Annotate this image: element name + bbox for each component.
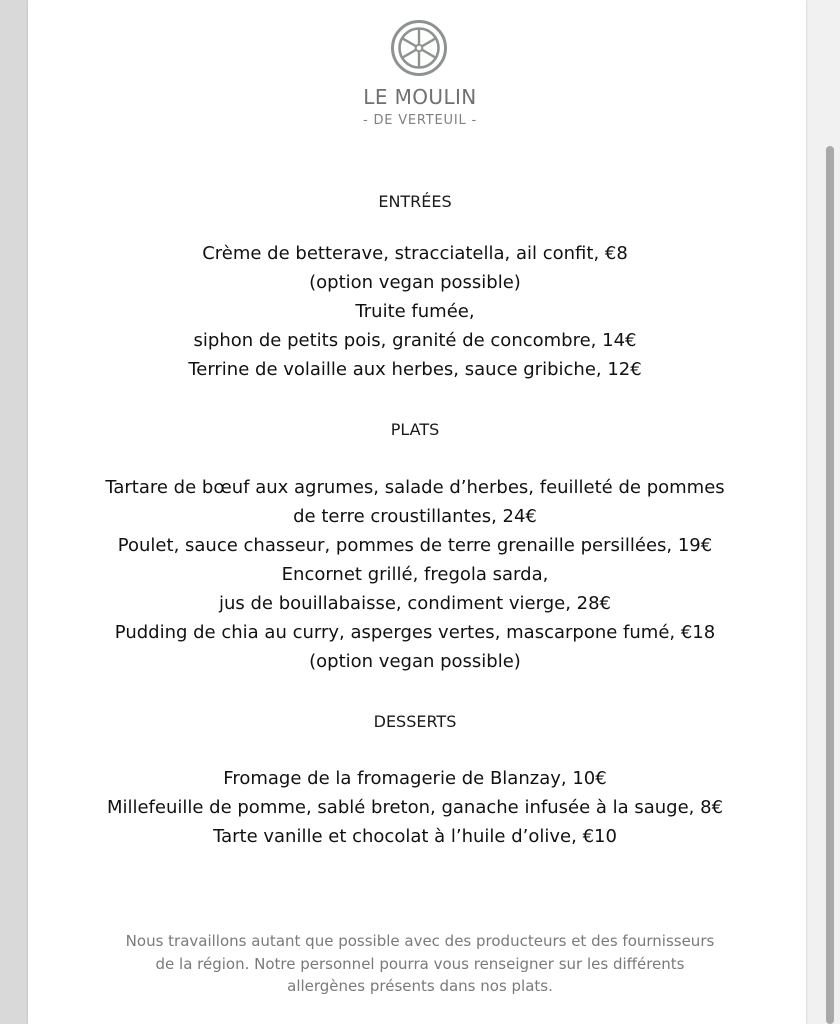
brand-name: LE MOULIN: [363, 85, 477, 109]
menu-line: de terre croustillantes, 24€: [293, 506, 537, 527]
menu-line: Fromage de la fromagerie de Blanzay, 10€: [223, 768, 607, 789]
menu-line: Poulet, sauce chasseur, pommes de terre grenaille persillées, 19€: [117, 535, 713, 556]
menu-line: Tarte vanille et chocolat à l’huile d’olive, €10: [213, 826, 617, 847]
menu-line: Terrine de volaille aux herbes, sauce gribiche, 12€: [188, 359, 642, 380]
menu-line: Crème de betterave, stracciatella, ail confit, €8: [202, 243, 628, 264]
brand-subtitle: - DE VERTEUIL -: [363, 113, 477, 128]
menu-line: jus de bouillabaisse, condiment vierge, 28€: [219, 593, 611, 614]
mill-wheel-icon: [390, 19, 448, 77]
section-title-desserts: DESSERTS: [373, 712, 457, 731]
menu-line: Truite fumée,: [355, 301, 475, 322]
menu-line: (option vegan possible): [309, 272, 521, 293]
menu-line: Tartare de bœuf aux agrumes, salade d’herbes, feuilleté de pommes: [105, 477, 725, 498]
footer-note: Nous travaillons autant que possible avec des producteurs et des fournisseurs de la région. Notre personnel pourra vous renseigner sur les différents allergènes présents dans nos plats.: [125, 932, 715, 995]
menu-line: (option vegan possible): [309, 651, 521, 672]
section-title-entrees: ENTRÉES: [378, 192, 452, 211]
menu-line: Pudding de chia au curry, asperges vertes, mascarpone fumé, €18: [114, 622, 716, 643]
menu-line: siphon de petits pois, granité de concombre, 14€: [193, 330, 637, 351]
menu-line: Encornet grillé, fregola sarda,: [281, 564, 549, 585]
menu-line: Millefeuille de pomme, sablé breton, ganache infusée à la sauge, 8€: [106, 797, 724, 818]
section-title-plats: PLATS: [390, 420, 440, 439]
